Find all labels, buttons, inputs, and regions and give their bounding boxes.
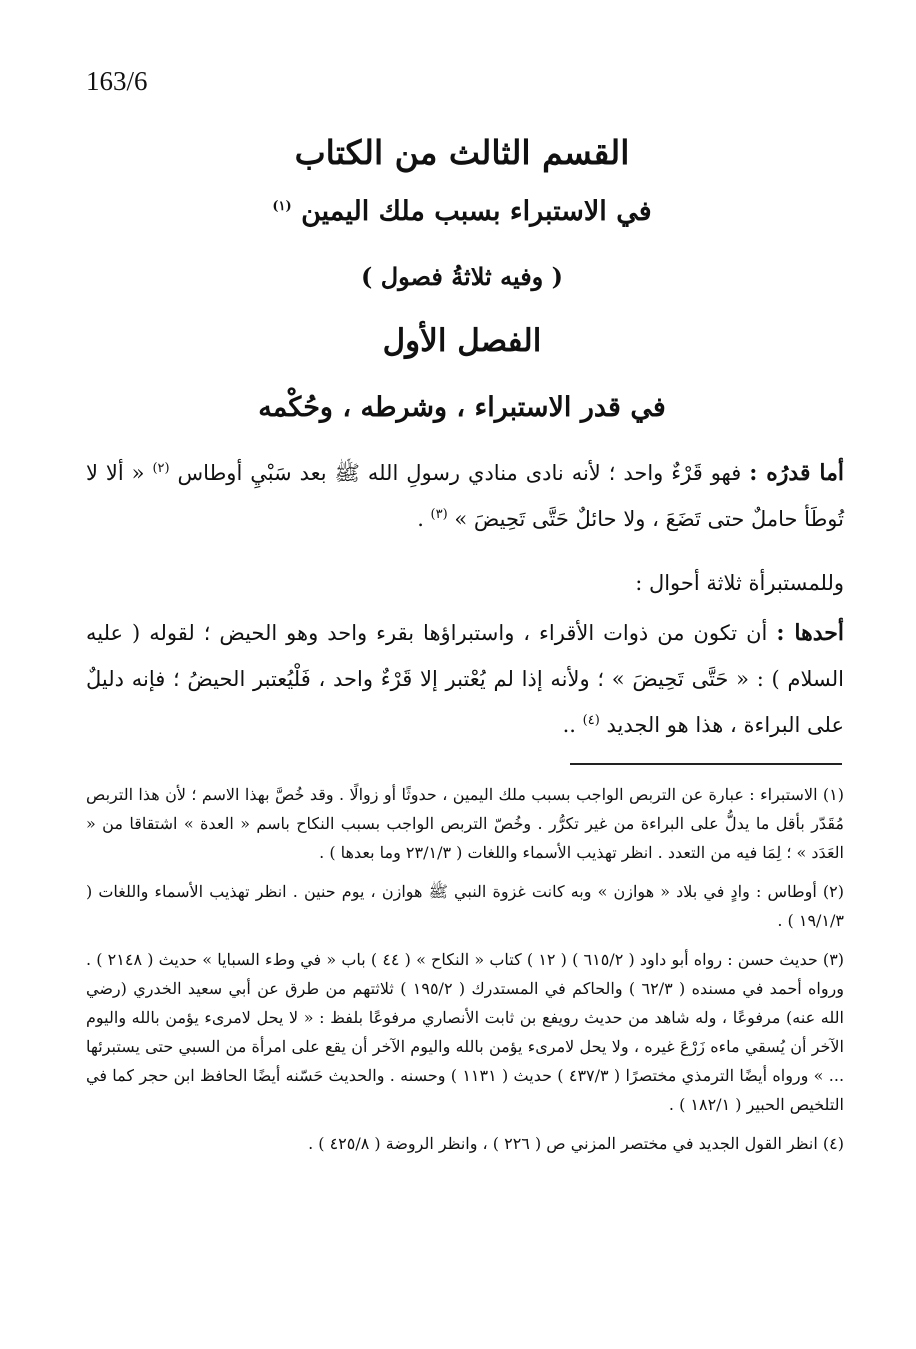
paragraph-text: « ألا لا تُوطَأ حاملٌ حتى تَضَعَ ، ولا حائلٌ حَتَّى تَحِيضَ » xyxy=(86,461,844,531)
paragraph-first-state xyxy=(86,610,844,748)
footnote-1: (١) الاستبراء : عبارة عن التربص الواجب بسبب ملك اليمين ، حدوثًا أو زوالًا . وقد خُصَّ بهذا الاسم ؛ لأن هذا التربص مُقَدّر بأقل ما يدلُّ على البراءة من غير تكرُّر . وخُصّ التربص الواجب بسبب النكاح باسم « العدة » اشتقاقا من « العَدَد » ؛ لِمَا فيه من التعدد . انظر تهذيب الأسماء واللغات ( ٢٣/١/٣ وما بعدها ) . xyxy=(86,785,844,862)
paragraph-amount xyxy=(86,450,844,542)
footnote-ref-1: (١) xyxy=(272,199,292,214)
part-subtitle xyxy=(82,192,842,232)
footnotes xyxy=(86,780,844,1168)
footnote-ref-4: (٤) xyxy=(582,713,600,728)
sections-note: ( وفيه ثلاثةُ فصول ) xyxy=(361,262,563,291)
paragraph-text: .. xyxy=(562,713,583,737)
footnote-3: (٣) حديث حسن : رواه أبو داود ( ٦١٥/٢ ) ( ١٢ ) كتاب « النكاح » ( ٤٤ ) باب « في وطء السبايا » حديث ( ٢١٤٨ ) . ورواه أحمد في مسنده ( ٦٢/٣ ) والحاكم في المستدرك ( ١٩٥/٢ ) ثلاثتهم من طرق عن أبي سعيد الخدري (رضي الله عنه) مرفوعًا ، وله شاهد من حديث رويفع بن ثابت الأنصاري مرفوعًا بلفظ : « لا يحل لامرىء يؤمن بالله واليوم الآخر أن يُسقي ماءه زَرْعَ غيره ، ولا يحل لامرىء يؤمن بالله واليوم الآخر أن يقع على امرأة من السبي حتى يستبرئها ... » ورواه أيضًا الترمذي مختصرًا ( ٤٣٧/٣ ) حديث ( ١١٣١ ) وحسنه . والحديث حَسّنه أيضًا الحافظ ابن حجر كما في التلخيص الحبير ( ١٨٢/١ ) . xyxy=(86,950,845,1114)
paragraph-lead: أما قدرُه : xyxy=(749,460,844,486)
chapter-title: الفصل الأول xyxy=(382,323,542,359)
paragraph-text: فهو قَرْءٌ واحد ؛ لأنه نادى منادي رسولِ الله ﷺ بعد سَبْيِ أوطاس xyxy=(169,461,750,485)
paragraph-text: أن تكون من ذوات الأقراء ، واستبراؤها بقرء واحد وهو الحيض ؛ لقوله ( عليه السلام ) : « حَتَّى تَحِيضَ » ؛ ولأنه إذا لم يُعْتبر إلا قَرْءٌ واحد ، فَلْيُعتبر الحيضُ ؛ فإنه دليلٌ على البراءة ، هذا هو الجديد xyxy=(86,621,844,737)
page-number: 163/6 xyxy=(86,66,148,96)
footnote-separator xyxy=(570,763,842,765)
footnote-2: (٢) أوطاس : وادٍ في بلاد « هوازن » وبه كانت غزوة النبي ﷺ هوازن ، يوم حنين . انظر تهذيب الأسماء واللغات ( ١٩/١/٣ ) . xyxy=(86,882,844,930)
part-title: القسم الثالث من الكتاب xyxy=(294,133,630,172)
paragraph-text: . xyxy=(417,507,431,531)
paragraph-lead: أحدها : xyxy=(776,620,844,646)
footnote-ref-2: (٢) xyxy=(152,461,170,476)
part-subtitle-text: في الاستبراء بسبب ملك اليمين xyxy=(301,196,652,227)
footnote-ref-3: (٣) xyxy=(430,507,448,522)
footnote-4: (٤) انظر القول الجديد في مختصر المزني ص ( ٢٢٦ ) ، وانظر الروضة ( ٤٢٥/٨ ) . xyxy=(308,1134,844,1153)
paragraph-states: وللمستبرأة ثلاثة أحوال : xyxy=(635,571,844,595)
chapter-subtitle: في قدر الاستبراء ، وشرطه ، وحُكْمه xyxy=(258,392,666,423)
